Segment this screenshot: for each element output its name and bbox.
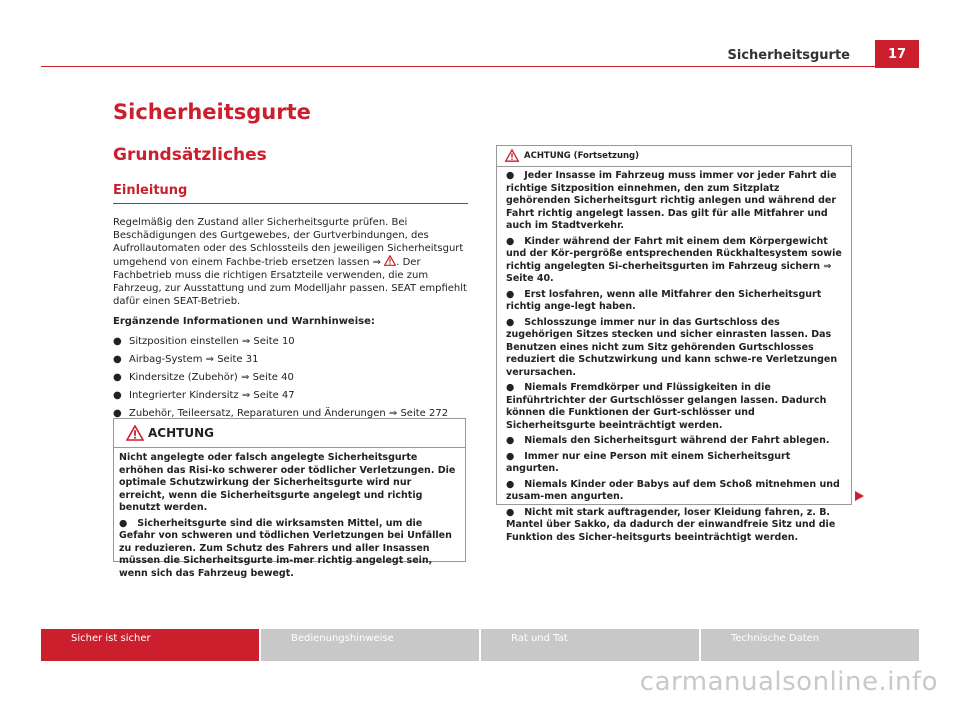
running-header-title: Sicherheitsgurte	[727, 48, 850, 63]
list-item	[506, 451, 845, 476]
warning-bullet-text: Niemals Kinder oder Babys auf dem Schoß mitnehmen und zusam-men angurten.	[506, 478, 840, 502]
list-item	[113, 335, 469, 348]
list-item	[506, 317, 845, 380]
intro-text-part-a: Regelmäßig den Zustand aller Sicherheitsgurte prüfen. Bei Beschädigungen des Gurtgewebes, der Gurtverbindungen, des Aufrollautomaten oder des Schlossteils den jeweiligen Sicherheitsgurt umgehend von einem Fachbe-trieb ersetzen lassen ⇒	[113, 217, 464, 268]
bullet-icon: ●	[119, 517, 128, 529]
list-item	[506, 382, 845, 432]
warning-bullet-text: Immer nur eine Person mit einem Sicherheitsgurt angurten.	[506, 450, 791, 474]
bullet-icon: ●	[113, 336, 122, 347]
bullet-icon: ●	[506, 382, 515, 393]
warning-bullet-text: Niemals Fremdkörper und Flüssigkeiten in die Einführtrichter der Gurtschlösser gelangen lassen. Dadurch können die Funktionen der Gurt-schlösser und Sicherheitsgurte beeinträchtigt werden.	[506, 382, 827, 431]
intro-paragraph	[113, 216, 469, 308]
footer-tab-rat-und-tat[interactable]: Rat und Tat	[481, 629, 699, 661]
warning-bullet-text: Sicherheitsgurte sind die wirksamsten Mittel, um die Gefahr von schweren und tödlichen Verletzungen bei Unfällen zu reduzieren. Zum Schutz des Fahrers und aller Insassen müssen die Sicherheitsgurte im-mer richtig angelegt sein, wenn sich das Fahrzeug bewegt.	[119, 517, 452, 579]
section-title: Grundsätzliches	[113, 145, 267, 165]
footer-nav	[41, 629, 919, 661]
bullet-icon: ●	[506, 288, 515, 300]
warning-bullet-text: Nicht mit stark auftragender, loser Kleidung fahren, z. B. Mantel über Sakko, da dadurch der einwandfreie Sitz und die Funktion des Sicher-heitsgurts beeinträchtigt werden.	[506, 506, 836, 543]
bullet-icon: ●	[506, 170, 515, 181]
list-item	[506, 435, 845, 448]
warning-bullet-text: Kinder während der Fahrt mit einem dem Körpergewicht und der Kör-pergröße entsprechenden Rückhaltesystem sowie richtig angelegten Si-cherheitsgurten im Fahrzeug sichern ⇒ Seite 40.	[506, 235, 842, 284]
intro-text	[113, 216, 469, 425]
list-item	[113, 389, 469, 402]
warning-bullet-text: Jeder Insasse im Fahrzeug muss immer vor jeder Fahrt die richtige Sitzposition einnehmen, den zum Sitzplatz gehörenden Sicherheitsgurt richtig anlegen und während der Fahrt richtig angelegt lassen. Das gilt für alle Mitfahrer und auch im Stadtverkehr.	[506, 170, 837, 231]
bullet-icon: ●	[506, 506, 515, 518]
bullet-icon: ●	[506, 450, 515, 462]
intro-text-part-b: . Der Fachbetrieb muss die richtigen Ersatzteile verwenden, die zum Fahrzeug, zur Ausstattung und zum Modelljahr passen. SEAT empfiehlt dafür einen SEAT-Betrieb.	[113, 257, 467, 307]
bullet-icon: ●	[506, 435, 515, 446]
warning-label: ACHTUNG (Fortsetzung)	[524, 151, 640, 161]
header-rule	[41, 66, 875, 67]
bullet-icon: ●	[113, 354, 122, 365]
warning-bullet-text: Niemals den Sicherheitsgurt während der Fahrt ablegen.	[524, 435, 830, 446]
warning-label: ACHTUNG	[148, 426, 214, 440]
ref-text: Integrierter Kindersitz ⇒ Seite 47	[129, 390, 295, 401]
list-item	[119, 518, 459, 581]
warning-box-header	[497, 146, 851, 167]
ref-text: Kindersitze (Zubehör) ⇒ Seite 40	[129, 372, 294, 383]
watermark: carmanualsonline.info	[639, 667, 938, 697]
subsection-rule	[113, 203, 468, 204]
warning-bullet-text: Erst losfahren, wenn alle Mitfahrer den Sicherheitsgurt richtig ange-legt haben.	[506, 288, 822, 312]
list-item	[113, 371, 469, 384]
ref-text: Sitzposition einstellen ⇒ Seite 10	[129, 336, 295, 347]
footer-tab-sicher-ist-sicher[interactable]: Sicher ist sicher	[41, 629, 259, 661]
bullet-icon: ●	[506, 478, 515, 490]
continue-arrow-icon	[855, 491, 864, 501]
info-heading: Ergänzende Informationen und Warnhinweise:	[113, 316, 375, 327]
list-item	[506, 170, 845, 233]
bullet-icon: ●	[506, 235, 515, 247]
list-item	[506, 289, 845, 314]
subsection-title: Einleitung	[113, 183, 188, 198]
warning-triangle-icon	[384, 255, 396, 266]
warning-box-continued	[496, 145, 852, 543]
warning-bullet-text: Schlosszunge immer nur in das Gurtschloss des zugehörigen Sitzes stecken und sicher einrasten lassen. Das Benutzen eines nicht zum Sitz gehörenden Gurtschlosses reduziert die Schutzwirkung und kann schwe-re Verletzungen verursachen.	[506, 316, 838, 378]
warning-box-header	[114, 419, 465, 448]
warning-body	[497, 167, 851, 544]
list-item	[113, 353, 469, 366]
warning-body	[114, 448, 465, 580]
reference-list	[113, 335, 469, 420]
bullet-icon: ●	[113, 408, 122, 419]
list-item	[506, 236, 845, 286]
footer-tab-technische-daten[interactable]: Technische Daten	[701, 629, 919, 661]
warning-triangle-icon	[126, 425, 144, 441]
footer-tab-bedienungshinweise[interactable]: Bedienungshinweise	[261, 629, 479, 661]
warning-triangle-icon	[505, 149, 519, 162]
ref-text: Zubehör, Teileersatz, Reparaturen und Änderungen ⇒ Seite 272	[129, 408, 449, 419]
bullet-icon: ●	[113, 390, 122, 401]
list-item	[506, 507, 845, 545]
warning-box	[113, 418, 466, 579]
warning-paragraph: Nicht angelegte oder falsch angelegte Sicherheitsgurte erhöhen das Risi-ko schwerer oder tödlicher Verletzungen. Die optimale Schutzwirkung der Sicherheitsgurte wird nur erreicht, wenn die Sicherheitsgurte angelegt und richtig benutzt werden.	[119, 452, 456, 513]
list-item	[506, 479, 845, 504]
ref-text: Airbag-System ⇒ Seite 31	[129, 354, 259, 365]
bullet-icon: ●	[506, 316, 515, 328]
page-number: 17	[875, 40, 919, 68]
bullet-icon: ●	[113, 372, 122, 383]
chapter-title: Sicherheitsgurte	[113, 100, 311, 124]
